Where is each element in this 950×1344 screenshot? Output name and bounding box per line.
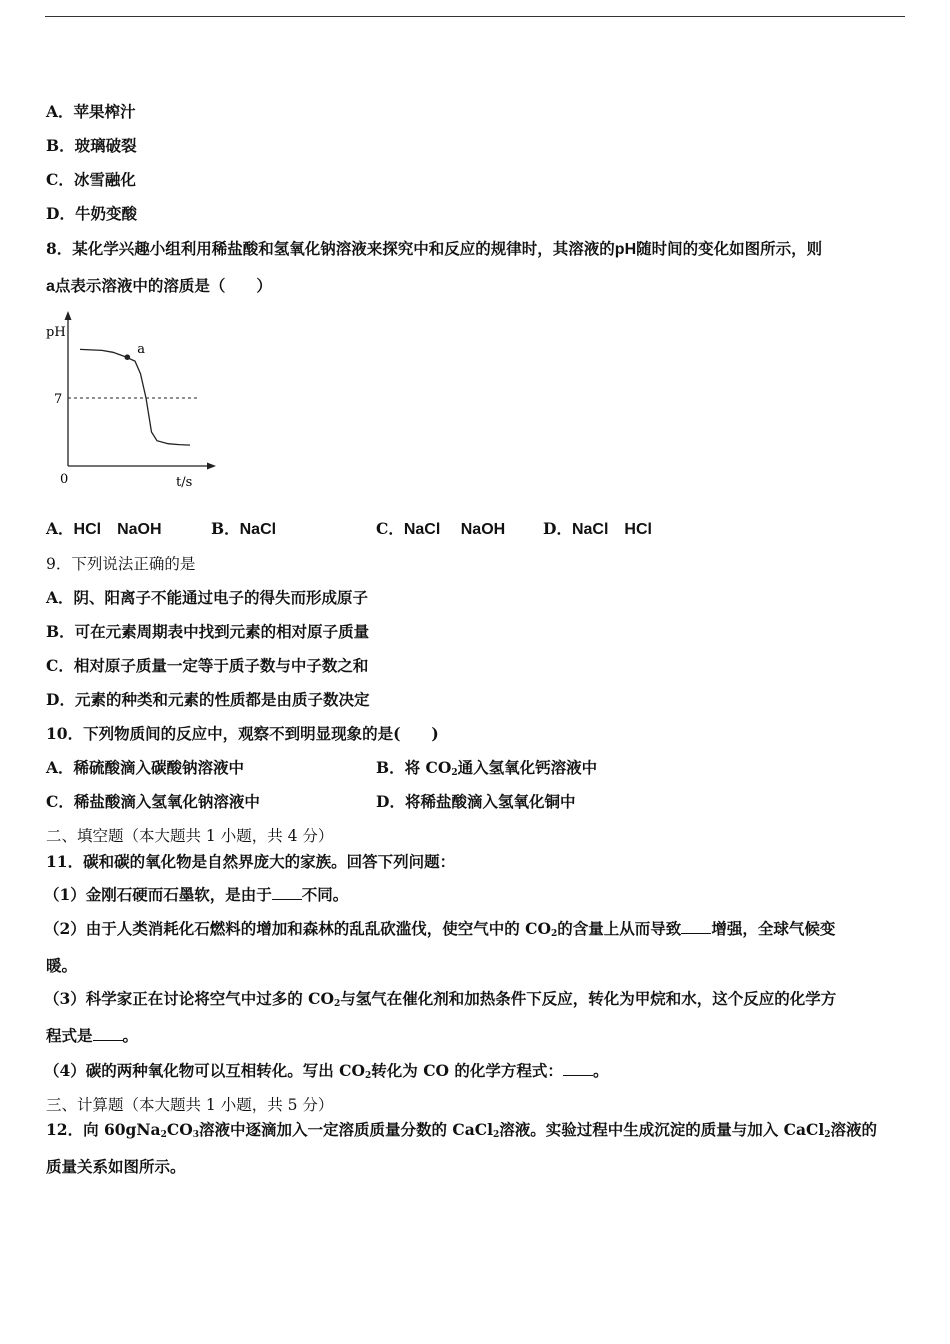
y-axis-label: pH: [46, 325, 66, 340]
q11-part3-text: （3）科学家正在讨论将空气中过多的 CO: [44, 989, 335, 1008]
q8-stem-line2: [46, 276, 272, 297]
q11-part3-tail: 。: [122, 1026, 139, 1045]
header-rule: [45, 16, 905, 17]
origin-label: 0: [60, 472, 69, 487]
q11-part1-blank: [272, 885, 302, 900]
x-axis-label: t/s: [176, 475, 193, 490]
q8-option-b-text: NaCl: [239, 521, 277, 538]
point-a-label: a: [137, 342, 146, 358]
q11-part2-blank: [681, 919, 711, 934]
q11-part2-sub: 2: [551, 929, 558, 939]
q11-part2-end: 暖。: [46, 956, 78, 975]
q10-option-a: A．稀硫酸滴入碳酸钠溶液中: [46, 758, 245, 777]
q8-option-c-text: NaCl NaOH: [403, 521, 506, 538]
q8-option-d-label: D．: [543, 519, 572, 538]
q11-part2-text3: 增强，全球气候变: [711, 919, 836, 938]
q11-part3-blank: [93, 1026, 123, 1041]
q11-part3-text2: 与氢气在催化剂和加热条件下反应，转化为甲烷和水，这个反应的化学方: [340, 989, 837, 1008]
q11-part4-text2: 转化为 CO 的化学方程式：: [371, 1061, 563, 1080]
q12-sub3: 2: [492, 1130, 500, 1140]
q8-option-c: [376, 519, 505, 540]
q9-option-a: A．阴、阳离子不能通过电子的得失而形成原子: [46, 588, 369, 607]
q11-part4-text: （4）碳的两种氧化物可以互相转化。写出 CO: [44, 1061, 366, 1080]
q12-part2: CO: [166, 1120, 193, 1139]
q12-part4: 溶液。实验过程中生成沉淀的质量与加入 CaCl: [499, 1120, 825, 1139]
q8-option-b-label: B．: [211, 519, 240, 538]
q9-option-c: C．相对原子质量一定等于质子数与中子数之和: [46, 656, 369, 675]
q8-stem-line1: [46, 239, 822, 260]
q12-part3: 溶液中逐滴加入一定溶质质量分数的 CaCl: [198, 1120, 493, 1139]
q12-part5: 溶液的: [830, 1120, 878, 1139]
q11-part2: [44, 919, 835, 939]
q8-stem-ph: pH: [614, 241, 637, 258]
q8-option-a-text: HCl NaOH: [73, 521, 162, 538]
q11-part4-sub: 2: [365, 1071, 372, 1081]
q8-stem-a: a: [46, 278, 55, 295]
q8-stem-part2: 随时间的变化如图所示，则: [636, 239, 823, 258]
q7-option-d: D．牛奶变酸: [46, 204, 137, 223]
q11-part1: [44, 885, 348, 905]
q8-option-d: [543, 519, 652, 540]
ph-chart: [40, 310, 220, 495]
q12-sub2: 3: [192, 1130, 199, 1140]
q11-part3: [44, 989, 836, 1009]
q12-sub1: 2: [160, 1130, 167, 1140]
q8-option-a-label: A．: [46, 519, 74, 538]
q12-part1: 12．向 60gNa: [46, 1120, 161, 1139]
q10-option-d: D．将稀盐酸滴入氢氧化铜中: [376, 792, 576, 811]
q12-stem-line1: [46, 1120, 877, 1140]
q11-stem: 11．碳和碳的氧化物是自然界庞大的家族。回答下列问题：: [46, 852, 456, 871]
q10-option-b-sub: 2: [451, 768, 458, 778]
x-axis-arrow: [207, 463, 216, 470]
q10-option-b: [376, 758, 597, 778]
q8-option-d-text: NaCl HCl: [571, 521, 652, 538]
q9-stem: 9．下列说法正确的是: [46, 555, 196, 573]
q11-part4: [44, 1061, 608, 1081]
q11-part3-text3: 程式是: [46, 1026, 93, 1045]
q8-stem-part1: 8．某化学兴趣小组利用稀盐酸和氢氧化钠溶液来探究中和反应的规律时，其溶液的: [46, 239, 615, 258]
q10-option-b-part2: 通入氢氧化钙溶液中: [457, 758, 598, 777]
point-a-marker: [125, 354, 131, 360]
q9-option-d: D．元素的种类和元素的性质都是由质子数决定: [46, 690, 370, 709]
q7-option-c: C．冰雪融化: [46, 170, 136, 189]
q11-part3-sub: 2: [334, 999, 341, 1009]
ph-curve: [80, 349, 190, 445]
q7-option-a: A．苹果榨汁: [46, 102, 136, 121]
q12-stem-line2: 质量关系如图所示。: [46, 1157, 186, 1176]
y-tick-label: 7: [54, 392, 63, 407]
q8-option-a: [46, 519, 162, 540]
q11-part2-text: （2）由于人类消耗化石燃料的增加和森林的乱乱砍滥伐，使空气中的 CO: [44, 919, 552, 938]
q11-part1-tail: 不同。: [301, 885, 349, 904]
q10-stem: 10．下列物质间的反应中，观察不到明显现象的是( ): [46, 724, 439, 743]
q11-part1-text: （1）金刚石硬而石墨软，是由于: [44, 885, 272, 904]
q9-option-b: B．可在元素周期表中找到元素的相对原子质量: [46, 622, 370, 641]
q12-sub4: 2: [824, 1130, 831, 1140]
q11-part3-end: [46, 1026, 138, 1046]
q11-part2-text2: 的含量上从而导致: [557, 919, 682, 938]
q10-option-c: C．稀盐酸滴入氢氧化钠溶液中: [46, 792, 260, 811]
section3-heading: 三、计算题（本大题共 1 小题，共 5 分）: [46, 1096, 334, 1114]
q11-part4-tail: 。: [592, 1061, 609, 1080]
q7-option-b: B．玻璃破裂: [46, 136, 137, 155]
q8-option-c-label: C．: [376, 519, 404, 538]
q10-option-b-part1: B．将 CO: [376, 758, 452, 777]
y-axis-arrow: [65, 311, 72, 320]
q11-part4-blank: [563, 1061, 593, 1076]
q8-option-b: [211, 519, 276, 540]
section2-heading: 二、填空题（本大题共 1 小题，共 4 分）: [46, 827, 334, 845]
q8-stem-part3: 点表示溶液中的溶质是（ ）: [54, 276, 272, 295]
